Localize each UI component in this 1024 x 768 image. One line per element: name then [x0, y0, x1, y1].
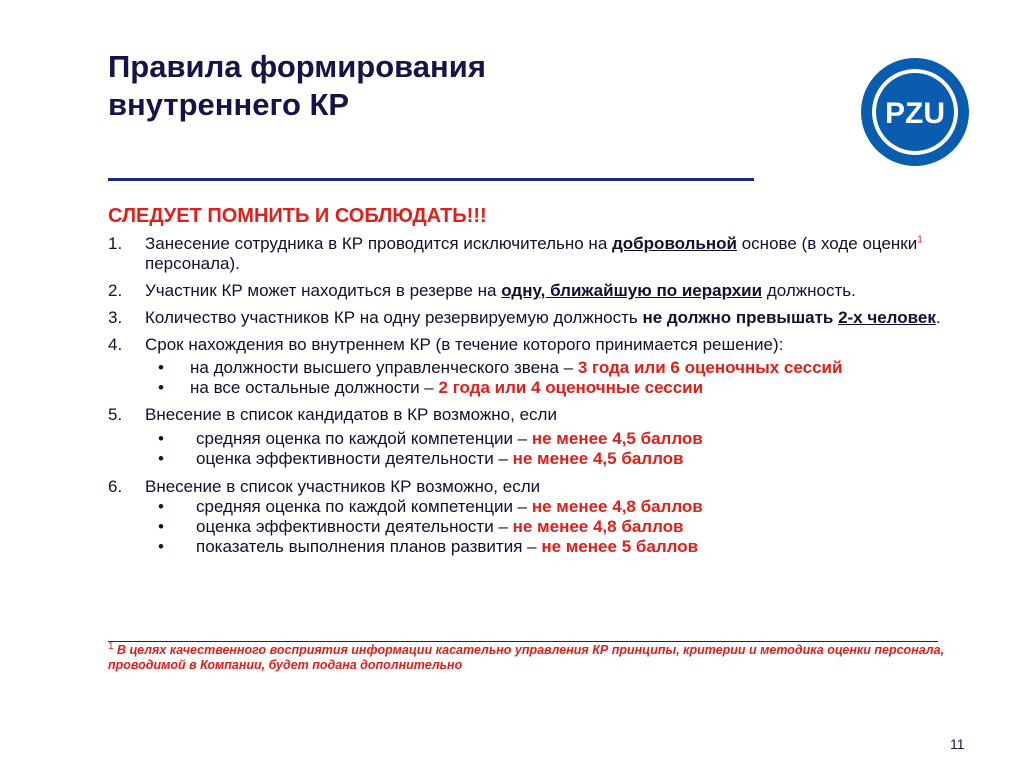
bullet-icon: •	[158, 358, 164, 377]
item-text: Количество участников КР на одну резервируемую должность	[145, 308, 643, 327]
logo-text: PZU	[885, 97, 945, 130]
sub-item-text: оценка эффективности деятельности –	[196, 517, 513, 536]
list-item-1	[108, 234, 948, 274]
sub-item-value: 3 года или 6 оценочных сессий	[577, 358, 843, 377]
bullet-icon: •	[158, 537, 164, 556]
sub-item	[108, 537, 948, 557]
rules-content	[108, 206, 948, 557]
sub-item-value: не менее 4,5 баллов	[512, 449, 684, 468]
sub-item-text: средняя оценка по каждой компетенции –	[196, 497, 532, 516]
alert-heading: СЛЕДУЕТ ПОМНИТЬ И СОБЛЮДАТЬ!!!	[108, 205, 487, 227]
item-emphasis: не должно превышать	[642, 308, 839, 327]
sub-item	[108, 358, 948, 378]
pzu-logo	[860, 57, 970, 167]
sub-item	[108, 429, 948, 449]
sub-item-value: 2 года или 4 оценочные сессии	[438, 378, 704, 397]
footnote-divider	[108, 641, 938, 642]
sub-item-value: не менее 4,5 баллов	[531, 429, 703, 448]
bullet-icon: •	[158, 378, 164, 397]
list-item-2	[108, 281, 948, 301]
list-item-3	[108, 308, 948, 328]
item-emphasis: 2-х человек	[838, 308, 936, 327]
title-line-1: Правила формирования	[108, 49, 486, 84]
item-number: 5.	[108, 405, 123, 424]
sub-item-text: средняя оценка по каждой компетенции –	[196, 429, 532, 448]
footnote-marker: 1	[108, 640, 114, 652]
sub-item-text: оценка эффективности деятельности –	[196, 449, 513, 468]
sub-item	[108, 517, 948, 537]
item-text: Занесение сотрудника в КР проводится исключительно на	[145, 234, 612, 253]
item-text: основе (в ходе оценки	[737, 234, 918, 253]
bullet-icon: •	[158, 449, 164, 468]
bullet-icon: •	[158, 517, 164, 536]
item-emphasis: добровольной	[612, 234, 737, 253]
item-number: 3.	[108, 308, 123, 327]
sub-item-text: на все остальные должности –	[190, 378, 439, 397]
item-text: Внесение в список участников КР возможно, если	[145, 477, 541, 496]
bullet-icon: •	[158, 429, 164, 448]
item-number: 1.	[108, 234, 123, 253]
item-text: Участник КР может находиться в резерве на	[145, 281, 502, 300]
item-emphasis: одну, ближайшую по иерархии	[501, 281, 763, 300]
item-text: Срок нахождения во внутреннем КР (в течение которого принимается решение):	[145, 335, 784, 354]
sub-item	[108, 449, 948, 469]
sub-item-value: не менее 5 баллов	[541, 537, 699, 556]
list-item-5	[108, 405, 948, 425]
sub-item-value: не менее 4,8 баллов	[512, 517, 684, 536]
item-text: Внесение в список кандидатов в КР возможно, если	[145, 405, 557, 424]
sub-item-text: показатель выполнения планов развития –	[196, 537, 542, 556]
footnote-text: В целях качественного восприятия информации касательно управления КР принципы, критерии и методика оценки персонала, проводимой в Компании, будет подана дополнительно	[108, 643, 945, 672]
footnote	[108, 640, 948, 673]
list-item-4	[108, 335, 948, 355]
list-item-6	[108, 477, 948, 497]
sub-item-text: на должности высшего управленческого звена –	[190, 358, 578, 377]
sub-item	[108, 378, 948, 398]
title-line-2: внутреннего КР	[108, 87, 350, 122]
title-divider	[108, 178, 754, 181]
item-number: 6.	[108, 477, 123, 496]
item-number: 4.	[108, 335, 123, 354]
item-number: 2.	[108, 281, 123, 300]
bullet-icon: •	[158, 497, 164, 516]
sub-item-value: не менее 4,8 баллов	[531, 497, 703, 516]
sub-item	[108, 497, 948, 517]
item-text: .	[935, 308, 941, 327]
item-text: должность.	[762, 281, 856, 300]
footnote-ref: 1	[917, 234, 923, 246]
item-text: персонала).	[145, 254, 240, 273]
slide-title	[108, 48, 728, 124]
page-number: 11	[950, 736, 965, 752]
